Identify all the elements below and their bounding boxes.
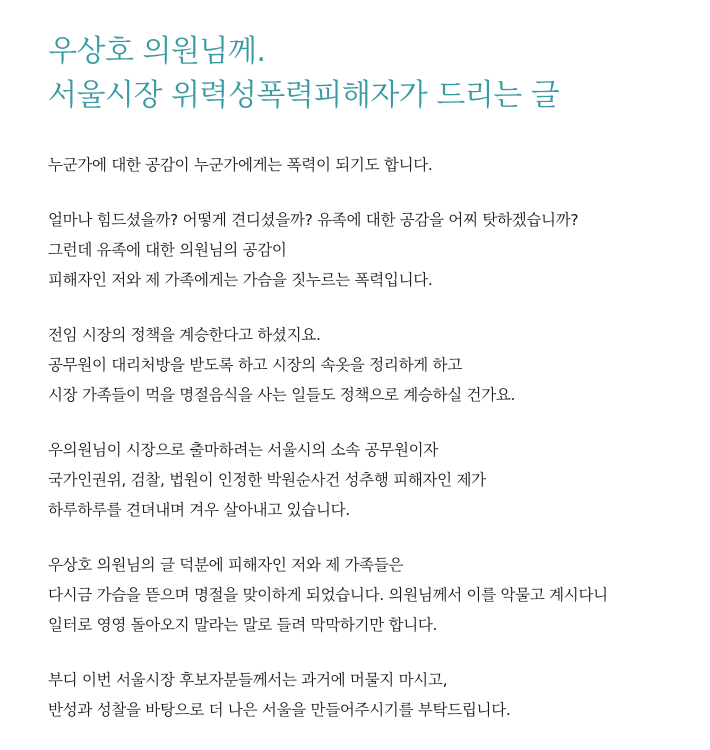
paragraph-2 (48, 205, 688, 295)
text-line: 국가인권위, 검찰, 법원이 인정한 박원순사건 성추행 피해자인 제가 (48, 471, 486, 489)
text-line: 누군가에 대한 공감이 누군가에게는 폭력이 되기도 합니다. (48, 156, 433, 174)
text-line: 일터로 영영 돌아오지 말라는 말로 들려 막막하기만 합니다. (48, 616, 438, 634)
paragraph-6 (48, 665, 688, 725)
text-line: 공무원이 대리처방을 받도록 하고 시장의 속옷을 정리하게 하고 (48, 356, 462, 374)
title-line-2: 서울시장 위력성폭력피해자가 드리는 글 (48, 78, 560, 113)
letter-title (48, 30, 559, 118)
paragraph-1 (48, 150, 688, 180)
text-line: 얼마나 힘드셨을까? 어떻게 견디셨을까? 유족에 대한 공감을 어찌 탓하겠습니까? (48, 211, 579, 229)
title-line-1: 우상호 의원님께. (48, 34, 266, 69)
text-line: 그런데 유족에 대한 의원님의 공감이 (48, 241, 287, 259)
text-line: 하루하루를 견뎌내며 겨우 살아내고 있습니다. (48, 501, 350, 519)
text-line: 부디 이번 서울시장 후보자분들께서는 과거에 머물지 마시고, (48, 671, 448, 689)
text-line: 시장 가족들이 먹을 명절음식을 사는 일들도 정책으로 계승하실 건가요. (48, 386, 516, 404)
text-line: 우상호 의원님의 글 덕분에 피해자인 저와 제 가족들은 (48, 556, 404, 574)
text-line: 피해자인 저와 제 가족에게는 가슴을 짓누르는 폭력입니다. (48, 271, 433, 289)
paragraph-5 (48, 550, 688, 640)
text-line: 다시금 가슴을 뜯으며 명절을 맞이하게 되었습니다. 의원님께서 이를 악물고 계시다니 (48, 586, 608, 604)
paragraph-4 (48, 435, 688, 525)
paragraph-3 (48, 320, 688, 410)
text-line: 전임 시장의 정책을 계승한다고 하셨지요. (48, 326, 321, 344)
text-line: 우의원님이 시장으로 출마하려는 서울시의 소속 공무원이자 (48, 441, 438, 459)
letter-body (48, 150, 688, 750)
text-line: 반성과 성찰을 바탕으로 더 나은 서울을 만들어주시기를 부탁드립니다. (48, 701, 511, 719)
